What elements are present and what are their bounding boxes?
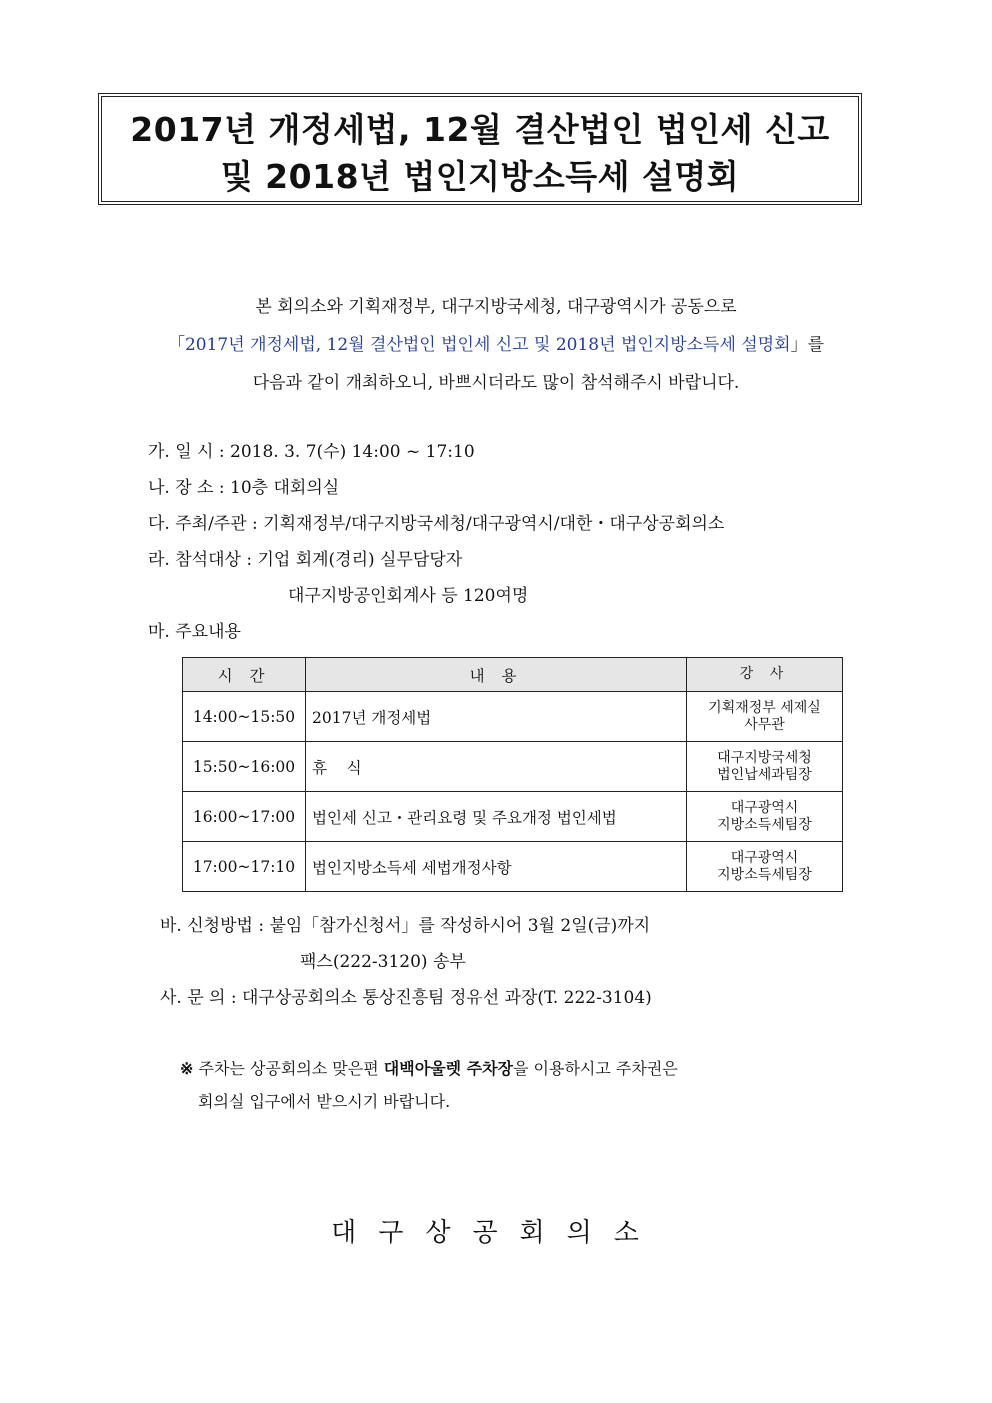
bracket-close: 」를 xyxy=(790,335,825,355)
title-line-2: 및 2018년 법인지방소득세 설명회 xyxy=(220,157,740,196)
intro-line-3: 다음과 같이 개최하오니, 바쁘시더라도 많이 참석해주시 바랍니다. xyxy=(252,373,740,393)
event-title-highlight: 2017년 개정세법, 12월 결산법인 법인세 신고 및 2018년 법인지방소득세 설명회 xyxy=(184,335,791,355)
lecturer-line-2: 사무관 xyxy=(744,716,785,733)
table-row xyxy=(183,692,843,742)
item-target: 라. 참석대상 : 기업 회계(경리) 실무담당자 xyxy=(148,550,463,570)
header-lecturer: 강 사 xyxy=(687,658,843,692)
header-content: 내 용 xyxy=(306,658,687,692)
reference-mark-icon: ※ xyxy=(180,1059,194,1078)
title-line-1: 2017년 개정세법, 12월 결산법인 법인세 신고 xyxy=(130,110,830,149)
item-date: 가. 일 시 : 2018. 3. 7(수) 14:00 ~ 17:10 xyxy=(148,442,475,462)
parking-note-line-2: 회의실 입구에서 받으시기 바랍니다. xyxy=(198,1092,451,1111)
cell-time: 17:00~17:10 xyxy=(183,842,306,892)
bracket-open: 「 xyxy=(167,335,185,355)
item-main-content: 마. 주요내용 xyxy=(148,622,241,642)
cell-lecturer xyxy=(687,792,843,842)
lecturer-line-1: 기획재정부 세제실 xyxy=(708,699,821,716)
lecturer-line-1: 대구광역시 xyxy=(730,849,799,866)
cell-lecturer xyxy=(687,742,843,792)
item-target-2: 대구지방공인회계사 등 120여명 xyxy=(288,586,529,606)
table-row xyxy=(183,742,843,792)
table-header-row xyxy=(183,658,843,692)
lecturer-line-1: 대구광역시 xyxy=(730,799,799,816)
item-place: 나. 장 소 : 10층 대회의실 xyxy=(148,478,340,498)
cell-content: 법인세 신고・관리요령 및 주요개정 법인세법 xyxy=(306,792,687,842)
intro-line-2 xyxy=(30,330,962,355)
cell-content: 휴 식 xyxy=(306,742,687,792)
cell-time: 16:00~17:00 xyxy=(183,792,306,842)
organization-footer: 대구상공회의소 xyxy=(331,1218,661,1248)
apply-method: 바. 신청방법 : 붙임「참가신청서」를 작성하시어 3월 2일(금)까지 xyxy=(160,916,651,936)
intro-line-1: 본 회의소와 기획재정부, 대구지방국세청, 대구광역시가 공동으로 xyxy=(255,297,737,317)
contact: 사. 문 의 : 대구상공회의소 통상진흥팀 정유선 과장(T. 222-3104) xyxy=(160,988,652,1008)
note-post: 을 이용하시고 주차권은 xyxy=(513,1059,678,1078)
cell-lecturer xyxy=(687,842,843,892)
lecturer-line-1: 대구지방국세청 xyxy=(717,749,812,766)
table-row xyxy=(183,792,843,842)
title-box xyxy=(98,93,862,205)
item-host: 다. 주최/주관 : 기획재정부/대구지방국세청/대구광역시/대한・대구상공회의소 xyxy=(148,514,725,534)
lecturer-line-2: 지방소득세팀장 xyxy=(717,816,812,833)
cell-lecturer xyxy=(687,692,843,742)
table-row xyxy=(183,842,843,892)
apply-fax: 팩스(222-3120) 송부 xyxy=(300,952,466,972)
cell-content: 법인지방소득세 세법개정사항 xyxy=(306,842,687,892)
schedule-table xyxy=(182,657,843,892)
lecturer-line-2: 법인납세과팀장 xyxy=(717,766,812,783)
cell-content: 2017년 개정세법 xyxy=(306,692,687,742)
parking-note xyxy=(180,1056,678,1079)
lecturer-line-2: 지방소득세팀장 xyxy=(717,866,812,883)
header-time: 시 간 xyxy=(183,658,306,692)
note-pre: 주차는 상공회의소 맞은편 xyxy=(193,1059,384,1078)
cell-time: 14:00~15:50 xyxy=(183,692,306,742)
cell-time: 15:50~16:00 xyxy=(183,742,306,792)
note-bold: 대백아울렛 주차장 xyxy=(383,1059,513,1078)
